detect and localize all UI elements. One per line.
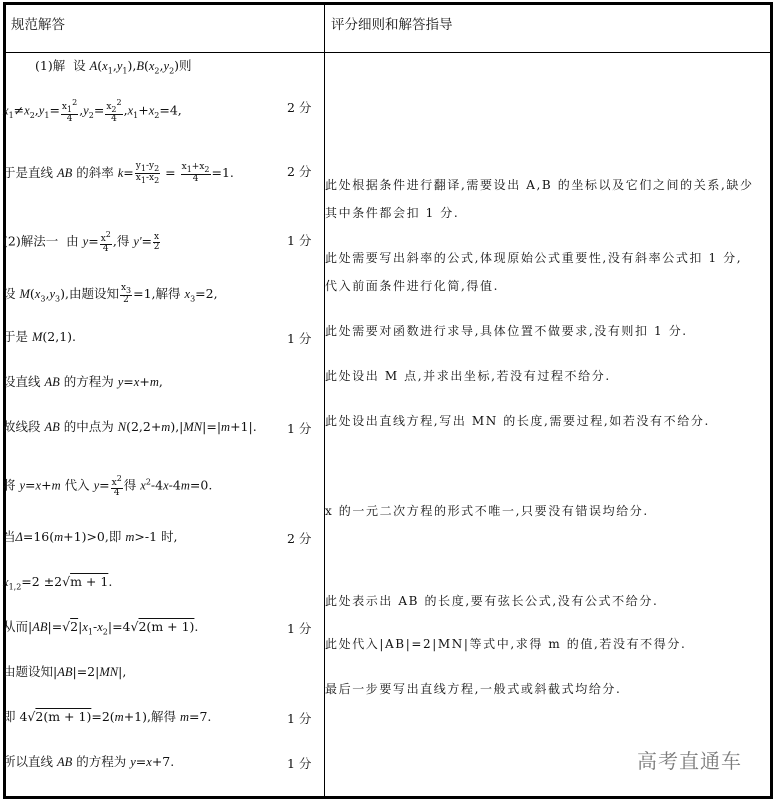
- guidance-note: 此处需要写出斜率的公式,体现原始公式重要性,没有斜率公式扣 1 分,: [325, 251, 743, 265]
- solution-line-9: 将 y=x+m 代入 y= $\frac{x^2}{4}$ 得 $x^2-4x-4m=0$.: [3, 474, 213, 498]
- solution-line-11: $x_{1,2}=2 \pm 2√m + 1$.: [3, 574, 113, 592]
- guidance-note: 此处设出 M 点,并求出坐标,若没有过程不给分.: [325, 369, 611, 383]
- header-grading-guidance: 评分细则和解答指导: [331, 17, 453, 33]
- solution-line-1: (1)解 设 $A(x_1,y_1),B(x_2,y_2)$则: [35, 58, 192, 76]
- guidance-note: 此处根据条件进行翻译,需要设出 A,B 的坐标以及它们之间的关系,缺少: [325, 178, 754, 192]
- score-value: 1 分: [287, 233, 312, 248]
- solution-line-4: (2)解法一 由 y= $\frac{x^2}{4}$ ,得 y'= $\frac{x}{2}$: [3, 230, 160, 254]
- score-value: 1 分: [287, 756, 312, 771]
- guidance-note: 此处代入|AB|=2|MN|等式中,求得 m 的值,若没有不得分.: [325, 637, 687, 651]
- column-divider: [324, 5, 325, 796]
- guidance-note: 此处设出直线方程,写出 MN 的长度,需要过程,如若没有不给分.: [325, 414, 710, 428]
- guidance-note: 此处需要对函数进行求导,具体位置不做要求,没有则扣 1 分.: [325, 324, 688, 338]
- solution-line-6: 于是 M(2,1).: [3, 329, 77, 344]
- score-value: 2 分: [287, 100, 312, 115]
- guidance-note: 代入前面条件进行化简,得值.: [325, 279, 500, 293]
- header-standard-solution: 规范解答: [11, 17, 65, 33]
- solution-line-13: 由题设知|AB|=2|MN|,: [3, 664, 127, 679]
- score-value: 2 分: [287, 164, 312, 179]
- solution-line-12: 从而$|AB|=√2|x_1-x_2|=4√2(m + 1)$.: [3, 619, 199, 637]
- guidance-note: 最后一步要写出直线方程,一般式或斜截式均给分.: [325, 682, 622, 696]
- header-divider: [6, 52, 770, 53]
- score-value: 2 分: [287, 531, 312, 546]
- score-value: 1 分: [287, 421, 312, 436]
- score-value: 1 分: [287, 621, 312, 636]
- solution-line-3: 于是直线 AB 的斜率 k= $\frac{y_1-y_2}{x_1-x_2}$ = $\frac{x_1+x_2}{4}$ =1.: [3, 161, 234, 185]
- solution-line-2: $x_1\ne x_2,y_1=$ $\frac{x_1^2}{4}$ $,y_2=$ $\frac{x_2^2}{4}$ $,x_1+x_2=4$,: [3, 98, 182, 124]
- solution-line-14: 即 4√2(m + 1)=2(m+1),解得 m=7.: [3, 709, 212, 724]
- solution-line-8: 故线段 AB 的中点为 N(2,2+m),|MN|=|m+1|.: [3, 419, 257, 434]
- solution-line-5: 设 $M(x_3,y_3)$,由题设知 $\frac{x_3}{2}$ =1,解得 $x_3=2$,: [3, 283, 218, 305]
- solution-line-10: 当Δ=16(m+1)>0,即 m>-1 时,: [3, 529, 178, 544]
- score-value: 1 分: [287, 331, 312, 346]
- guidance-note: x 的一元二次方程的形式不唯一,只要没有错误均给分.: [325, 504, 649, 518]
- watermark: 高考直通车: [637, 749, 742, 773]
- solution-line-7: 设直线 AB 的方程为 y=x+m,: [3, 374, 163, 389]
- guidance-note: 此处表示出 AB 的长度,要有弦长公式,没有公式不给分.: [325, 594, 659, 608]
- guidance-note: 其中条件都会扣 1 分.: [325, 206, 460, 220]
- solution-line-15: 所以直线 AB 的方程为 y=x+7.: [3, 754, 175, 769]
- score-value: 1 分: [287, 711, 312, 726]
